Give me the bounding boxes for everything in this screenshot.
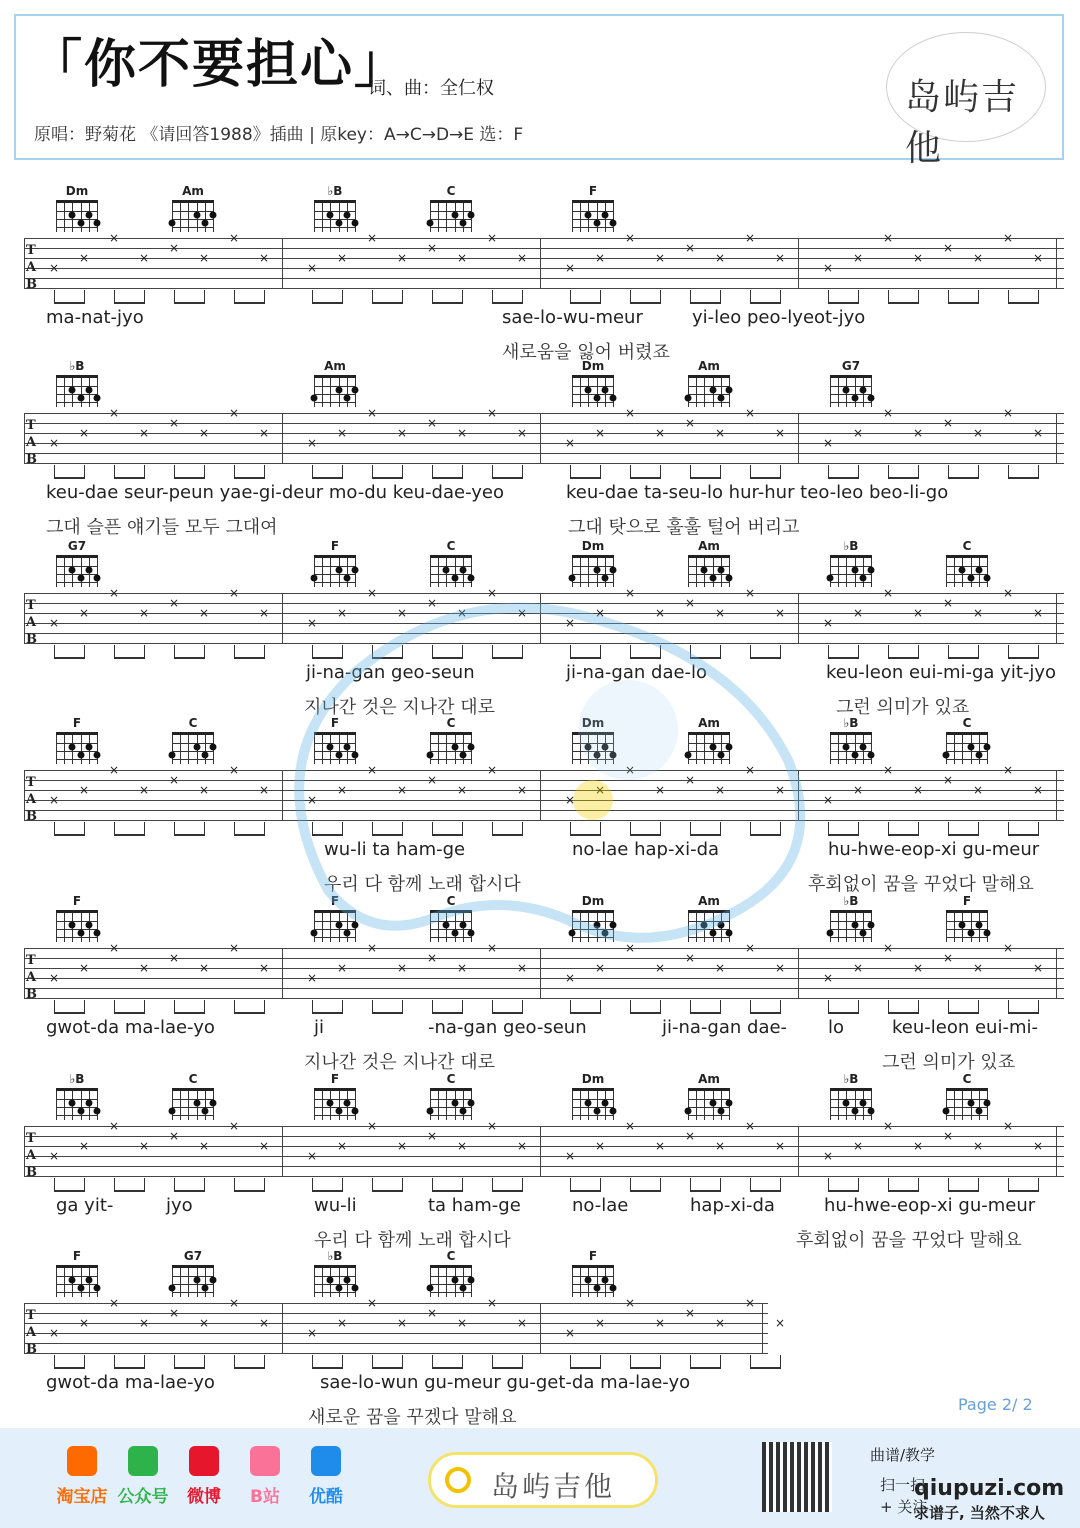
chord-name: C bbox=[446, 1072, 456, 1086]
chord-name: ♭B bbox=[843, 539, 859, 553]
chord-name: G7 bbox=[841, 359, 861, 373]
chord-name: Am bbox=[698, 894, 720, 908]
footer-link-label: 公众号 bbox=[117, 1487, 169, 1507]
chord-name: C bbox=[188, 716, 198, 730]
footer-link-label: 优酷 bbox=[309, 1487, 343, 1507]
chord-name: C bbox=[962, 1072, 972, 1086]
chord-name: Dm bbox=[65, 184, 89, 198]
chord-name: G7 bbox=[183, 1249, 203, 1263]
tab-system bbox=[24, 1245, 1066, 1428]
search-brand-button[interactable] bbox=[428, 1452, 658, 1508]
lyric-romanized: yi-leo peo-lyeot-jyo bbox=[692, 307, 866, 328]
lyric-korean: 그대 슬픈 얘기들 모두 그대여 bbox=[46, 517, 278, 538]
chord-grid bbox=[572, 555, 614, 587]
tab-staff: T A B × × × × × × × × × × × × × × × × × × × × × × × × × × × × × × × × bbox=[24, 238, 1064, 288]
chord-grid bbox=[688, 375, 730, 407]
lyric-korean: 그런 의미가 있죠 bbox=[836, 697, 970, 718]
chord-grid bbox=[688, 555, 730, 587]
chord-grid bbox=[688, 1088, 730, 1120]
chord-name: ♭B bbox=[69, 1072, 85, 1086]
chord-grid bbox=[314, 375, 356, 407]
chord-grid bbox=[56, 910, 98, 942]
footer-link-wechat[interactable] bbox=[113, 1446, 173, 1507]
song-header bbox=[14, 14, 1064, 169]
qr-caption-2: 扫一扫 bbox=[880, 1476, 926, 1494]
lyric-romanized: hap-xi-da bbox=[690, 1195, 775, 1216]
chord-name: Dm bbox=[581, 716, 605, 730]
tab-staff: T A B × × × × × × × × × × × × × × × × × × × × × × × × × × × × × × × × bbox=[24, 1126, 1064, 1176]
lyric-romanized: gwot-da ma-lae-yo bbox=[46, 1017, 215, 1038]
song-title: 「你不要担心」 bbox=[30, 35, 409, 95]
tab-clef: T A B bbox=[26, 243, 37, 292]
tab-staff: T A B × × × × × × × × × × × × × × × × × × × × × × × × × × × × × × × × bbox=[24, 948, 1064, 998]
lyric-romanized: no-lae hap-xi-da bbox=[572, 839, 720, 860]
lyric-romanized: ma-nat-jyo bbox=[46, 307, 144, 328]
chord-name: F bbox=[330, 716, 340, 730]
chord-grid bbox=[572, 200, 614, 232]
chord-grid bbox=[56, 555, 98, 587]
chord-name: Am bbox=[182, 184, 204, 198]
chord-grid bbox=[430, 200, 472, 232]
chord-grid bbox=[56, 200, 98, 232]
lyric-romanized: keu-dae ta-seu-lo hur-hur teo-leo beo-li-go bbox=[566, 482, 949, 503]
chord-grid bbox=[430, 555, 472, 587]
lyric-korean: 그대 탓으로 훌훌 털어 버리고 bbox=[568, 517, 800, 538]
chord-name: F bbox=[72, 894, 82, 908]
footer-bar bbox=[0, 1428, 1080, 1528]
chord-grid bbox=[172, 1265, 214, 1297]
lyric-romanized: jyo bbox=[166, 1195, 193, 1216]
lyric-romanized: -na-gan geo-seun bbox=[428, 1017, 587, 1038]
chord-grid bbox=[830, 555, 872, 587]
chord-grid bbox=[314, 1088, 356, 1120]
chord-grid bbox=[314, 1265, 356, 1297]
footer-link-taobao[interactable] bbox=[52, 1446, 112, 1507]
lyric-romanized: gwot-da ma-lae-yo bbox=[46, 1372, 215, 1393]
chord-name: Am bbox=[698, 359, 720, 373]
lyric-romanized: sae-lo-wun gu-meur gu-get-da ma-lae-yo bbox=[320, 1372, 691, 1393]
footer-link-weibo[interactable] bbox=[174, 1446, 234, 1507]
tab-system bbox=[24, 180, 1066, 363]
brand-logo bbox=[886, 32, 1046, 169]
tab-staff: T A B × × × × × × × × × × × × × × × × × × × × × × × × × × × × × × × × bbox=[24, 413, 1064, 463]
chord-grid bbox=[56, 732, 98, 764]
chord-grid bbox=[314, 910, 356, 942]
chord-grid bbox=[430, 910, 472, 942]
lyric-romanized: ji-na-gan dae- bbox=[662, 1017, 788, 1038]
lyric-korean: 그런 의미가 있죠 bbox=[882, 1052, 1016, 1073]
chord-grid bbox=[572, 910, 614, 942]
song-credit: 词、曲：全仁权 bbox=[368, 78, 494, 99]
chord-name: Am bbox=[324, 359, 346, 373]
qr-caption-3: + 关注 bbox=[880, 1498, 928, 1516]
chord-grid bbox=[572, 1265, 614, 1297]
chord-grid bbox=[572, 375, 614, 407]
qr-caption-1: 曲谱/教学 bbox=[870, 1446, 936, 1464]
lyric-romanized: wu-li bbox=[314, 1195, 357, 1216]
chord-name: F bbox=[330, 539, 340, 553]
tab-clef: T A B bbox=[26, 1131, 37, 1180]
weibo-icon bbox=[189, 1446, 219, 1476]
chord-name: C bbox=[962, 716, 972, 730]
chord-grid bbox=[830, 1088, 872, 1120]
lyric-romanized: hu-hwe-eop-xi gu-meur bbox=[828, 839, 1040, 860]
chord-name: C bbox=[446, 184, 456, 198]
chord-grid bbox=[830, 910, 872, 942]
chord-grid bbox=[830, 375, 872, 407]
lyric-romanized: ji-na-gan geo-seun bbox=[306, 662, 475, 683]
lyric-romanized: ji bbox=[314, 1017, 325, 1038]
tab-clef: T A B bbox=[26, 775, 37, 824]
chord-name: ♭B bbox=[843, 1072, 859, 1086]
tab-clef: T A B bbox=[26, 1308, 37, 1357]
chord-name: F bbox=[330, 894, 340, 908]
chord-name: ♭B bbox=[327, 1249, 343, 1263]
lyric-korean: 새로움을 잃어 버렸죠 bbox=[502, 342, 670, 363]
footer-link-label: 淘宝店 bbox=[56, 1487, 108, 1507]
chord-grid bbox=[314, 732, 356, 764]
page-number: Page 2/ 2 bbox=[958, 1395, 1033, 1414]
footer-link-label: B站 bbox=[250, 1487, 280, 1507]
lyric-korean: 우리 다 함께 노래 합시다 bbox=[314, 1230, 511, 1251]
chord-name: Dm bbox=[581, 539, 605, 553]
chord-grid bbox=[172, 732, 214, 764]
chord-name: Dm bbox=[581, 359, 605, 373]
chord-name: C bbox=[446, 539, 456, 553]
chord-name: Am bbox=[698, 1072, 720, 1086]
lyric-romanized: hu-hwe-eop-xi gu-meur bbox=[824, 1195, 1036, 1216]
footer-link-bilibili[interactable] bbox=[235, 1446, 295, 1507]
lyric-romanized: wu-li ta ham-ge bbox=[324, 839, 466, 860]
chord-grid bbox=[688, 732, 730, 764]
site-watermark[interactable]: qiupuzi.com bbox=[914, 1476, 1065, 1501]
footer-right bbox=[844, 1438, 1080, 1528]
taobao-icon bbox=[67, 1446, 97, 1476]
tab-system bbox=[24, 890, 1066, 1073]
chord-grid bbox=[56, 1088, 98, 1120]
search-brand-text: 岛屿吉他 bbox=[491, 1470, 616, 1503]
chord-name: F bbox=[588, 1249, 598, 1263]
chord-grid bbox=[688, 910, 730, 942]
chord-name: F bbox=[72, 1249, 82, 1263]
lyric-romanized: sae-lo-wu-meur bbox=[502, 307, 643, 328]
search-icon bbox=[445, 1467, 471, 1493]
lyric-romanized: lo bbox=[828, 1017, 845, 1038]
tab-staff: T A B × × × × × × × × × × × × × × × × × × × × × × × × bbox=[24, 1303, 768, 1353]
lyric-romanized: keu-dae seur-peun yae-gi-deur mo-du keu-dae-yeo bbox=[46, 482, 504, 503]
tab-clef: T A B bbox=[26, 418, 37, 467]
lyric-korean: 새로운 꿈을 꾸겠다 말해요 bbox=[308, 1407, 517, 1428]
chord-grid bbox=[314, 555, 356, 587]
chord-name: C bbox=[962, 539, 972, 553]
tab-clef: T A B bbox=[26, 953, 37, 1002]
lyric-romanized: ga yit- bbox=[56, 1195, 114, 1216]
song-meta: 原唱：野菊花 《请回答1988》插曲 | 原key：A→C→D→E 选：F bbox=[34, 125, 524, 145]
chord-name: ♭B bbox=[69, 359, 85, 373]
chord-grid bbox=[946, 732, 988, 764]
chord-grid bbox=[314, 200, 356, 232]
lyric-korean: 지나간 것은 지나간 대로 bbox=[304, 1052, 496, 1073]
chord-name: ♭B bbox=[843, 716, 859, 730]
chord-name: F bbox=[72, 716, 82, 730]
chord-name: C bbox=[446, 716, 456, 730]
chord-grid bbox=[430, 1088, 472, 1120]
qr-code-icon bbox=[762, 1442, 832, 1512]
chord-name: F bbox=[330, 1072, 340, 1086]
chord-grid bbox=[56, 375, 98, 407]
chord-grid bbox=[56, 1265, 98, 1297]
tab-system bbox=[24, 1068, 1066, 1251]
footer-link-youku[interactable] bbox=[296, 1446, 356, 1507]
site-slogan: 求谱子, 当然不求人 bbox=[914, 1504, 1045, 1522]
lyric-romanized: ji-na-gan dae-lo bbox=[566, 662, 708, 683]
chord-name: F bbox=[962, 894, 972, 908]
bilibili-icon bbox=[250, 1446, 280, 1476]
lyric-romanized: no-lae bbox=[572, 1195, 629, 1216]
lyric-korean: 지나간 것은 지나간 대로 bbox=[304, 697, 496, 718]
chord-grid bbox=[572, 1088, 614, 1120]
chord-grid bbox=[172, 200, 214, 232]
chord-grid bbox=[172, 1088, 214, 1120]
lyric-romanized: keu-leon eui-mi- bbox=[892, 1017, 1038, 1038]
chord-name: Am bbox=[698, 539, 720, 553]
tab-clef: T A B bbox=[26, 598, 37, 647]
chord-name: Dm bbox=[581, 1072, 605, 1086]
lyric-korean: 후회없이 꿈을 꾸었다 말해요 bbox=[808, 874, 1034, 895]
chord-grid bbox=[572, 732, 614, 764]
chord-name: Dm bbox=[581, 894, 605, 908]
footer-link-label: 微博 bbox=[187, 1487, 221, 1507]
youku-icon bbox=[311, 1446, 341, 1476]
lyric-romanized: keu-leon eui-mi-ga yit-jyo bbox=[826, 662, 1057, 683]
chord-name: C bbox=[446, 894, 456, 908]
tab-system bbox=[24, 535, 1066, 718]
chord-name: C bbox=[188, 1072, 198, 1086]
tab-staff: T A B × × × × × × × × × × × × × × × × × × × × × × × × × × × × × × × × bbox=[24, 770, 1064, 820]
chord-grid bbox=[946, 555, 988, 587]
lyric-korean: 후회없이 꿈을 꾸었다 말해요 bbox=[796, 1230, 1022, 1251]
chord-name: G7 bbox=[67, 539, 87, 553]
chord-name: F bbox=[588, 184, 598, 198]
chord-name: C bbox=[446, 1249, 456, 1263]
tab-system bbox=[24, 712, 1066, 895]
tab-staff: T A B × × × × × × × × × × × × × × × × × × × × × × × × × × × × × × × × bbox=[24, 593, 1064, 643]
wechat-icon bbox=[128, 1446, 158, 1476]
chord-grid bbox=[430, 1265, 472, 1297]
chord-name: Am bbox=[698, 716, 720, 730]
brand-logo-text: 岛屿吉他 bbox=[905, 77, 1020, 169]
chord-grid bbox=[946, 910, 988, 942]
chord-grid bbox=[830, 732, 872, 764]
chord-name: ♭B bbox=[327, 184, 343, 198]
tab-system bbox=[24, 355, 1066, 538]
lyric-romanized: ta ham-ge bbox=[428, 1195, 521, 1216]
chord-grid bbox=[946, 1088, 988, 1120]
chord-grid bbox=[430, 732, 472, 764]
chord-name: ♭B bbox=[843, 894, 859, 908]
lyric-korean: 우리 다 함께 노래 합시다 bbox=[324, 874, 521, 895]
